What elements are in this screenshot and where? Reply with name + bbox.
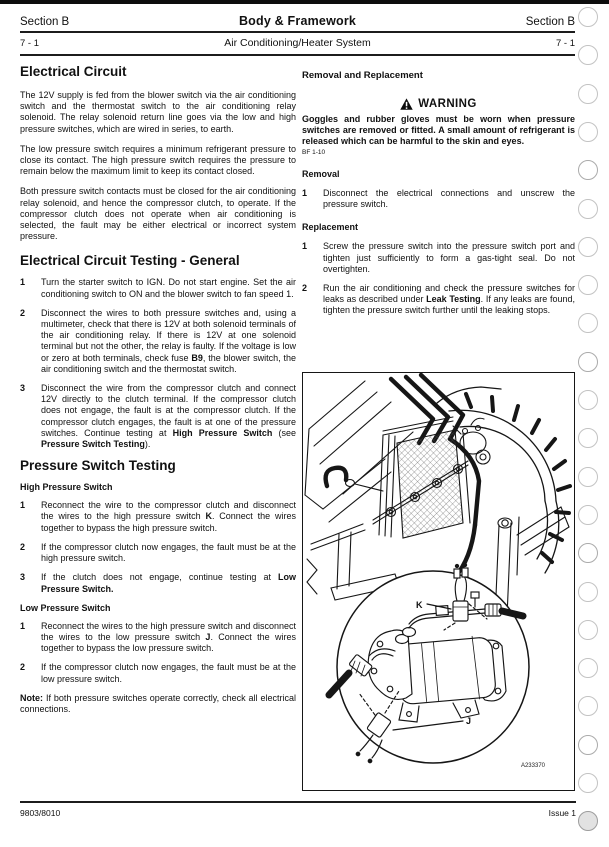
- binder-hole: [578, 696, 598, 716]
- item-text: Reconnect the wire to the compressor clutch and disconnect the wires to the high pressure switch K. Connect the wires together to bypass the high pressure switch.: [41, 500, 296, 533]
- inset-circle: [329, 563, 529, 763]
- subheading-low-pressure-switch: Low Pressure Switch: [20, 602, 111, 613]
- binder-hole: [578, 313, 598, 333]
- list-item: [302, 241, 575, 275]
- binder-hole: [578, 352, 598, 372]
- item-text: If the clutch does not engage, continue testing at Low Pressure Switch.: [41, 572, 296, 594]
- header-section-right: Section B: [525, 16, 575, 28]
- binder-hole: [578, 773, 598, 793]
- note-text: Note: If both pressure switches operate correctly, check all electrical connections.: [20, 692, 296, 714]
- item-number: 1: [20, 500, 26, 511]
- item-number: 1: [302, 241, 308, 252]
- right-column: [302, 70, 575, 325]
- item-text: Disconnect the wires to both pressure switches and, using a multimeter, check that there is 12V at both solenoid terminals of the air conditioning relay. If there is 12V at one solenoid terminal but not the other, the relay is faulty. If the voltage is low or zero at both terminals, check fuse B9, the blower switch, the air conditioning switch and the thermostat switch.: [41, 307, 296, 374]
- binder-hole: [578, 467, 598, 487]
- item-number: 1: [20, 620, 26, 631]
- binder-hole: [578, 84, 598, 104]
- warning-text: Goggles and rubber gloves must be worn when pressure switches are removed or fitted. A small amount of refrigerant is released which can be harmful to the skin and eyes.: [302, 114, 575, 146]
- binder-hole: [578, 275, 598, 295]
- page-footer: [20, 808, 576, 818]
- list-item: [20, 308, 296, 375]
- figure-label-k: K: [416, 600, 423, 610]
- figure-illustration: [303, 373, 574, 790]
- compressor-foot: [399, 703, 419, 722]
- binder-hole: [578, 620, 598, 640]
- list-item: [302, 188, 575, 210]
- item-number: 1: [20, 277, 26, 288]
- figure-code: A233370: [520, 763, 545, 769]
- list-item: [20, 621, 296, 655]
- list-item: [20, 500, 296, 534]
- list-item: [20, 383, 296, 450]
- binder-hole: [578, 45, 598, 65]
- paragraph: Both pressure switch contacts must be closed for the air conditioning relay solenoid, and hence the compressor clutch, to operate. If the compressor clutch does not operate when air conditioning is selected, the fault may be either electrical or incorrect system pressure.: [20, 186, 296, 242]
- header-section-left: Section B: [20, 16, 70, 28]
- publication-number: 9803/8010: [20, 808, 61, 818]
- port-nut: [403, 628, 416, 637]
- binder-hole: [578, 7, 598, 27]
- page-number-left: 7 - 1: [20, 38, 40, 49]
- paragraph: The 12V supply is fed from the blower switch via the air conditioning switch and the thermostat switch to the air conditioning relay solenoid. The relay solenoid return line goes via the low and high pressure switches, which are wired in series, to earth.: [20, 90, 296, 134]
- left-column: [20, 64, 296, 715]
- body-panels: [305, 381, 413, 522]
- paragraph: The low pressure switch requires a minimum refrigerant pressure to close its contact. The high pressure switch requires the pressure to remain below the maximum limit to keep its contact closed.: [20, 143, 296, 177]
- subheading-replacement: Replacement: [302, 222, 359, 233]
- subheading-removal: Removal: [302, 169, 340, 179]
- warning-icon: [400, 98, 413, 110]
- page-header: [20, 5, 575, 56]
- hose-fitting: [346, 480, 355, 487]
- binder-hole: [578, 237, 598, 257]
- warning-heading: [302, 98, 575, 110]
- section-title-removal-replacement: Removal and Replacement: [302, 70, 423, 81]
- scan-edge: [0, 0, 609, 4]
- list-item: [302, 283, 575, 317]
- section-title-circuit-testing: Electrical Circuit Testing - General: [20, 253, 240, 269]
- item-number: 2: [20, 541, 26, 552]
- item-number: 2: [20, 307, 26, 318]
- item-text: Reconnect the wires to the high pressure switch and disconnect the wires to the low pressure switch J. Connect the wires together to bypass the low pressure switch.: [41, 620, 296, 654]
- footer-rule: [20, 801, 576, 803]
- binder-hole: [578, 122, 598, 142]
- item-number: 3: [20, 383, 26, 394]
- figure-label-j: J: [466, 716, 472, 726]
- binder-hole: [578, 582, 598, 602]
- list-item: [20, 572, 296, 594]
- list-item: [20, 542, 296, 564]
- figure-box: [302, 372, 575, 791]
- binder-hole: [578, 390, 598, 410]
- item-text: Disconnect the wire from the compressor clutch and connect 12V directly to the clutch terminal. If the compressor clutch does not engage, the fault is at the compressor clutch. If the compressor clutch engages, the fault is at one of the pressure switches. Continue testing at High Pressure Switch (see Pressure Switch Testing).: [41, 383, 297, 450]
- item-number: 2: [20, 662, 26, 673]
- chassis-right: [495, 507, 569, 619]
- page-subtitle: Air Conditioning/Heater System: [224, 37, 371, 49]
- item-number: 3: [20, 572, 26, 583]
- binder-hole: [578, 160, 598, 180]
- binder-hole: [578, 543, 598, 563]
- subheading-high-pressure-switch: High Pressure Switch: [20, 482, 113, 493]
- list-item: [20, 662, 296, 684]
- section-title-pressure-switch-testing: Pressure Switch Testing: [20, 458, 176, 474]
- binder-hole: [578, 505, 598, 525]
- warning-reference: BF 1-10: [302, 149, 326, 156]
- item-text: Screw the pressure switch into the pressure switch port and tighten just sufficiently to form a gas-tight seal. Do not overtighten.: [323, 241, 575, 274]
- item-text: Disconnect the electrical connections and unscrew the pressure switch.: [323, 188, 575, 210]
- warning-label: WARNING: [418, 98, 477, 110]
- item-text: If the compressor clutch now engages, the fault must be at the low pressure switch.: [41, 662, 296, 684]
- page-title: Body & Framework: [238, 14, 357, 28]
- list-item: [20, 277, 296, 299]
- item-text: If the compressor clutch now engages, the fault must be at the high pressure switch.: [41, 541, 296, 564]
- binder-hole: [578, 735, 598, 755]
- binder-hole: [578, 811, 598, 831]
- binder-hole: [578, 428, 598, 448]
- item-text: Turn the starter switch to IGN. Do not start engine. Set the air conditioning switch to ON and the blower switch to fan speed 1.: [41, 277, 296, 299]
- page-number-right: 7 - 1: [555, 38, 575, 49]
- item-text: Run the air conditioning and check the pressure switches for leaks as described under Leak Testing. If any leaks are found, tighten the pressure switch further until the leaking stops.: [323, 283, 575, 316]
- issue-number: Issue 1: [548, 808, 576, 818]
- binder-hole: [578, 199, 598, 219]
- item-number: 1: [302, 188, 308, 198]
- section-title-electrical-circuit: Electrical Circuit: [20, 64, 127, 79]
- item-number: 2: [302, 283, 308, 294]
- binder-hole: [578, 658, 598, 678]
